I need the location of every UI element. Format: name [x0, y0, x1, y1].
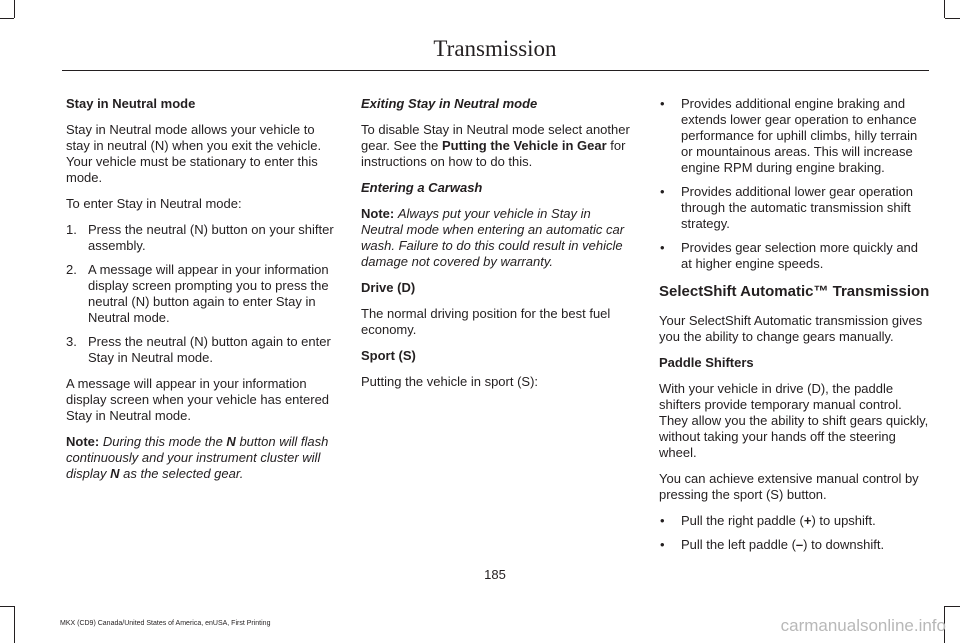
crop-mark: [0, 18, 14, 19]
note-text: as the selected gear.: [123, 466, 244, 481]
drive-heading: Drive (D): [361, 280, 416, 295]
note-paragraph: [66, 434, 338, 482]
note-paragraph: [361, 206, 633, 270]
page-header-title: Transmission: [433, 36, 557, 61]
bullet-text: Provides gear selection more quickly and at higher engine speeds.: [681, 240, 919, 271]
step-text: Press the neutral (N) button on your shifter assembly.: [88, 222, 334, 253]
drive-text: The normal driving position for the best fuel economy.: [361, 306, 611, 337]
plus-symbol: +: [803, 513, 812, 528]
crop-mark: [14, 0, 15, 18]
crop-mark: [945, 606, 960, 607]
exiting-text-part: for instructions on how to do this.: [361, 138, 626, 169]
exiting-heading: Exiting Stay in Neutral mode: [361, 96, 538, 111]
sport-text: Putting the vehicle in sport (S):: [361, 374, 539, 389]
bullet: •: [660, 513, 665, 528]
list-item: [659, 96, 931, 176]
bullet-text: Pull the left paddle (: [681, 537, 796, 552]
minus-symbol: –: [795, 537, 804, 552]
list-item: [66, 334, 338, 366]
bullet: •: [660, 96, 665, 111]
cross-reference: Putting the Vehicle in Gear: [441, 138, 607, 153]
bullet: •: [660, 537, 665, 552]
bullet-text: Pull the right paddle (: [681, 513, 804, 528]
note-label: Note:: [66, 434, 100, 449]
list-item: [659, 240, 931, 272]
crop-mark: [14, 606, 15, 643]
page-number: 185: [484, 567, 506, 582]
header-rule: [62, 70, 929, 71]
manual-control-text: You can achieve extensive manual control by pressing the sport (S) button.: [659, 471, 919, 502]
bullet-text: ) to downshift.: [803, 537, 885, 552]
to-enter-text: To enter Stay in Neutral mode:: [66, 196, 242, 211]
step-number: 3.: [66, 334, 77, 349]
sport-heading: Sport (S): [361, 348, 416, 363]
note-label: Note:: [361, 206, 395, 221]
bullet-text: ) to upshift.: [811, 513, 876, 528]
section-title: SelectShift Automatic™ Transmission: [659, 283, 930, 300]
list-item: [659, 513, 931, 529]
list-item: [66, 222, 338, 254]
bullet: •: [660, 240, 665, 255]
stay-in-neutral-heading: Stay in Neutral mode: [66, 96, 196, 111]
note-text: button will flash continuously and your instrument cluster will display: [66, 434, 329, 481]
exiting-text-part: To disable Stay in Neutral mode select another gear. See the: [361, 122, 630, 153]
publication-footer: MKX (CD9) Canada/United States of America, enUSA, First Printing: [60, 620, 271, 627]
bullet: •: [660, 184, 665, 199]
list-item: [659, 184, 931, 232]
bullet-text: Provides additional lower gear operation through the automatic transmission shift strategy.: [681, 184, 913, 231]
crop-mark: [945, 18, 960, 19]
column-right: [659, 96, 931, 563]
carwash-heading: Entering a Carwash: [361, 180, 483, 195]
crop-mark: [0, 606, 14, 607]
note-text: Always put your vehicle in Stay in Neutral mode when entering an automatic car wash. Failure to do this could result in vehicle damage not covered by warranty.: [361, 206, 625, 269]
step-number: 1.: [66, 222, 77, 237]
neutral-symbol: N: [226, 434, 236, 449]
list-item: [659, 537, 931, 553]
selectshift-text: Your SelectShift Automatic transmission gives you the ability to change gears manually.: [659, 313, 923, 344]
column-left: [66, 96, 338, 492]
list-item: [66, 262, 338, 326]
bullet-text: Provides additional engine braking and extends lower gear operation to enhance performance for uphill climbs, hilly terrain or mountainous areas. This will increase engine RPM during engine braking.: [681, 96, 918, 175]
steps-list: [66, 222, 338, 366]
paddle-bullets: [659, 513, 931, 553]
paddle-text: With your vehicle in drive (D), the paddle shifters provide temporary manual control. They allow you the ability to shift gears quickly, without taking your hands off the steering wheel.: [659, 381, 929, 460]
sport-bullets: [659, 96, 931, 272]
note-text: During this mode the: [102, 434, 223, 449]
message-text: A message will appear in your information display screen when your vehicle has entered Stay in Neutral mode.: [66, 376, 330, 423]
neutral-symbol: N: [110, 466, 120, 481]
paddle-heading: Paddle Shifters: [659, 355, 754, 370]
stay-in-neutral-intro: Stay in Neutral mode allows your vehicle to stay in neutral (N) when you exit the vehicle. Your vehicle must be stationary to enter this mode.: [66, 122, 322, 185]
exiting-text: [361, 122, 633, 170]
step-text: A message will appear in your information display screen prompting you to press the neutral (N) button again to enter Stay in Neutral mode.: [88, 262, 329, 325]
step-number: 2.: [66, 262, 77, 277]
crop-mark: [944, 0, 945, 18]
column-middle: [361, 96, 633, 400]
watermark: carmanualsonline.info: [780, 616, 946, 635]
step-text: Press the neutral (N) button again to enter Stay in Neutral mode.: [88, 334, 331, 365]
